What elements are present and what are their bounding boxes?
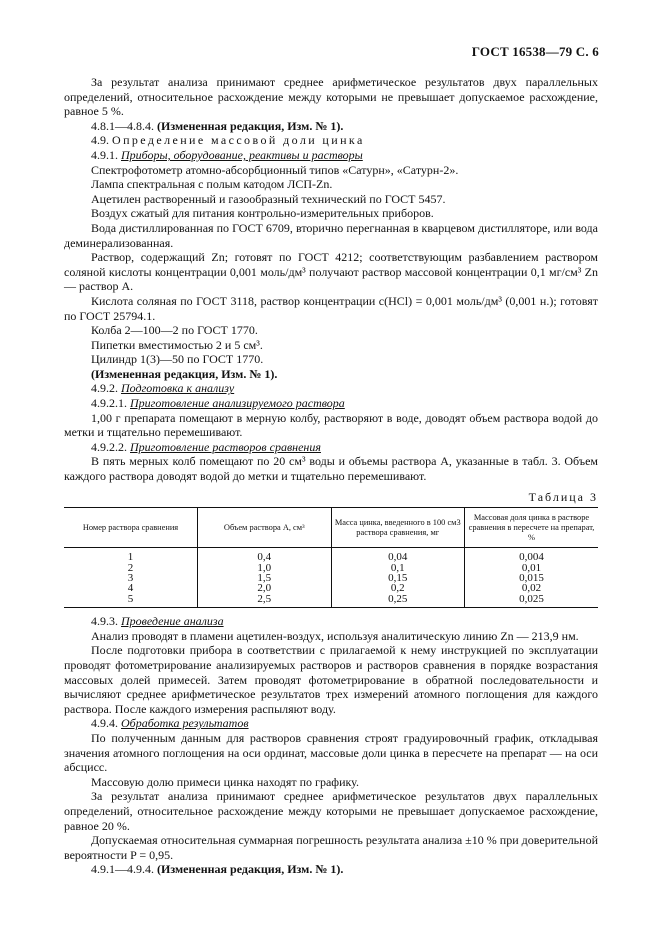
table-row — [64, 583, 598, 593]
subsection-heading — [64, 614, 598, 629]
table-header-row — [64, 508, 598, 548]
subsection-title: Обработка результатов — [121, 716, 249, 731]
clause-number: 4.9.4. — [91, 716, 118, 731]
table-cell: 3 — [127, 572, 134, 585]
table-cell: 4 — [127, 582, 134, 595]
table-cell: 1,0 — [198, 563, 332, 573]
column-header: Массовая доля цинка в растворе сравнения в пересчете на препарат, % — [465, 508, 599, 548]
table-cell: 1,5 — [198, 573, 332, 583]
paragraph: Раствор, содержащий Zn; готовят по ГОСТ 4212; соответствующим разбавлением раствором соляной кислоты концентрации 0,001 моль/дм³ получают раствор массовой концентрации 0,1 мг/см³ Zn — раствор А. — [64, 250, 598, 294]
equipment-item: Воздух сжатый для питания контрольно-измерительных приборов. — [91, 206, 434, 221]
equipment-item: Спектрофотометр атомно-абсорбционный типов «Сатурн», «Сатурн-2». — [91, 162, 459, 177]
document-body — [64, 75, 598, 877]
clause-number: 4.8.1—4.8.4. — [91, 118, 154, 133]
subsection-title: Приборы, оборудование, реактивы и растворы — [121, 147, 363, 162]
table-row — [64, 573, 598, 583]
clause-number: 4.9.1—4.9.4. — [91, 862, 154, 877]
amendment-note: (Измененная редакция, Изм. № 1). — [91, 366, 278, 381]
subsection-heading — [64, 440, 598, 455]
table-cell: 0,15 — [331, 573, 465, 583]
table-cell: 2 — [127, 561, 134, 574]
paragraph: После подготовки прибора в соответствии с прилагаемой к нему инструкцией по эксплуатации проводят фотометрирование анализируемых растворов и растворов сравнения в порядке возрастания массовых долей примесей. Затем проводят фотометрирование в обратной последовательности и вычисляют среднее арифметическое результатов трех измерений атомного поглощения для каждого раствора. После каждого измерения распыляют воду. — [64, 643, 598, 716]
paragraph: Допускаемая относительная суммарная погрешность результата анализа ±10 % при доверительной вероятности P = 0,95. — [64, 833, 598, 862]
table-cell: 0,025 — [465, 594, 599, 608]
equipment-item: Ацетилен растворенный и газообразный технический по ГОСТ 5457. — [91, 191, 446, 206]
paragraph: В пять мерных колб помещают по 20 см³ воды и объемы раствора А, указанные в табл. 3. Объем каждого раствора доводят водой до метки и тщательно перемешивают. — [64, 454, 598, 484]
subsection-title: Проведение анализа — [121, 614, 224, 629]
subsection-heading — [64, 716, 598, 731]
table-cell: 2,0 — [198, 583, 332, 593]
table-row — [64, 548, 598, 563]
column-header: Масса цинка, введенного в 100 см3 раствора сравнения, мг — [331, 508, 465, 548]
table-cell: 0,1 — [331, 563, 465, 573]
subsection-heading — [64, 396, 598, 411]
page-header: ГОСТ 16538—79 С. 6 — [471, 44, 599, 59]
paragraph: Вода дистиллированная по ГОСТ 6709, вторично перегнанная в кварцевом дистилляторе, или вода деминерализованная. — [64, 220, 598, 250]
table-cell: 1 — [127, 551, 134, 564]
table-row — [64, 594, 598, 608]
clause-number: 4.9.3. — [91, 614, 118, 629]
table-cell: 0,4 — [198, 548, 332, 563]
paragraph: Анализ проводят в пламени ацетилен-воздух, используя аналитическую линию Zn — 213,9 нм. — [91, 628, 579, 643]
column-header: Номер раствора сравнения — [64, 508, 198, 548]
paragraph: Массовую долю примеси цинка находят по графику. — [91, 774, 359, 789]
subsection-title: Приготовление растворов сравнения — [130, 439, 321, 454]
table-cell: 0,015 — [465, 573, 599, 583]
paragraph: За результат анализа принимают среднее арифметическое результатов двух параллельных определений, относительное расхождение между которыми не превышает допускаемое расхождение, равное 20 %. — [64, 789, 598, 833]
table-cell: 0,01 — [465, 563, 599, 573]
column-header: Объем раствора А, см³ — [198, 508, 332, 548]
paragraph: По полученным данным для растворов сравнения строят градуировочный график, откладывая значения атомного поглощения на оси ординат, массовые доли цинка в пересчете на препарат — на оси абсцисс. — [64, 731, 598, 775]
subsection-heading — [64, 148, 598, 163]
table-cell: 0,2 — [331, 583, 465, 593]
amendment-note — [64, 119, 598, 134]
equipment-item: Цилиндр 1(3)—50 по ГОСТ 1770. — [91, 352, 264, 367]
clause-number: 4.9. — [91, 133, 109, 148]
table-cell: 0,25 — [331, 594, 465, 608]
table-cell: 0,004 — [465, 548, 599, 563]
amendment-note — [64, 862, 598, 877]
reference-solutions-table — [64, 507, 598, 608]
paragraph: За результат анализа принимают среднее арифметическое результатов двух параллельных определений, относительное расхождение между которыми не превышает допускаемое расхождение, равное 5 %. — [64, 75, 598, 119]
section-title: Определение массовой доли цинка — [112, 133, 365, 148]
subsection-title: Приготовление анализируемого раствора — [130, 396, 345, 411]
amendment-text: (Измененная редакция, Изм. № 1). — [157, 862, 344, 877]
clause-number: 4.9.2. — [91, 381, 118, 396]
amendment-text: (Измененная редакция, Изм. № 1). — [157, 118, 344, 133]
table-cell: 0,02 — [465, 583, 599, 593]
clause-number: 4.9.2.2. — [91, 439, 127, 454]
subsection-title: Подготовка к анализу — [121, 381, 235, 396]
clause-number: 4.9.2.1. — [91, 396, 127, 411]
equipment-item: Лампа спектральная с полым катодом ЛСП-Zn. — [91, 177, 333, 192]
table-caption: Таблица 3 — [528, 489, 598, 504]
table-cell: 5 — [64, 594, 198, 608]
equipment-item: Колба 2—100—2 по ГОСТ 1770. — [91, 323, 258, 338]
equipment-item: Пипетки вместимостью 2 и 5 см³. — [91, 337, 263, 352]
paragraph: 1,00 г препарата помещают в мерную колбу, растворяют в воде, доводят объем раствора водой до метки и тщательно перемешивают. — [64, 410, 598, 440]
table-cell: 0,04 — [331, 548, 465, 563]
clause-number: 4.9.1. — [91, 147, 118, 162]
subsection-heading — [64, 381, 598, 396]
table-cell: 2,5 — [198, 594, 332, 608]
table-row — [64, 563, 598, 573]
paragraph: Кислота соляная по ГОСТ 3118, раствор концентрации c(HCl) = 0,001 моль/дм³ (0,001 н.); готовят по ГОСТ 25794.1. — [64, 293, 598, 323]
section-heading — [64, 133, 598, 148]
